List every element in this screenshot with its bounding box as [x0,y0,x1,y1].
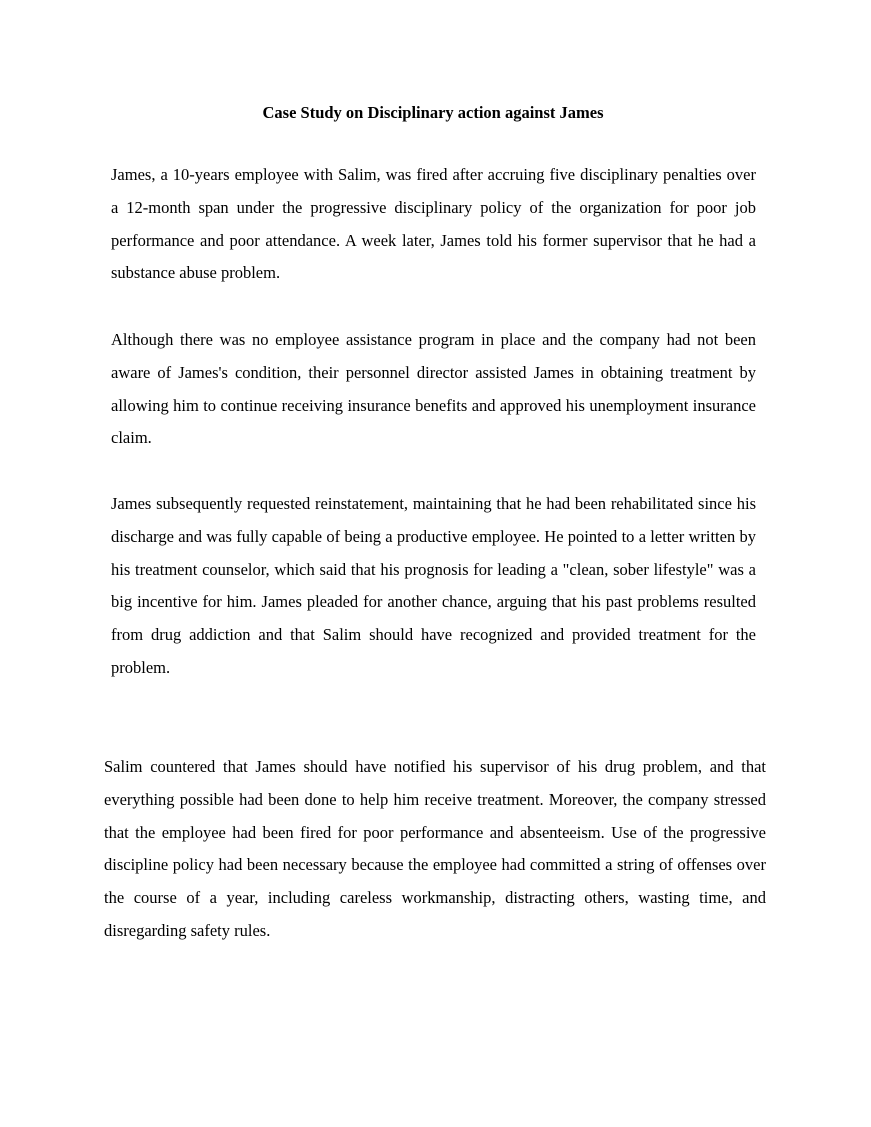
paragraph-4: Salim countered that James should have notified his supervisor of his drug problem, and that everything possible had been done to help him receive treatment. Moreover, the company stressed that the employee had been fired for poor performance and absenteeism. Use of the progressive discipline policy had been necessary because the employee had committed a string of offenses over the course of a year, including careless workmanship, distracting others, wasting time, and disregarding safety rules. [104,757,766,940]
paragraph-3: James subsequently requested reinstatement, maintaining that he had been rehabilitated since his discharge and was fully capable of being a productive employee. He pointed to a letter written by his treatment counselor, which said that his prognosis for leading a "clean, sober lifestyle" was a big incentive for him. James pleaded for another chance, arguing that his past problems resulted from drug addiction and that Salim should have recognized and provided treatment for the problem. [111,494,756,677]
document-title: Case Study on Disciplinary action against James [262,103,604,122]
paragraph-2: Although there was no employee assistance program in place and the company had not been aware of James's condition, their personnel director assisted James in obtaining treatment by allowing him to continue receiving insurance benefits and approved his unemployment insurance claim. [111,330,756,448]
paragraph-1: James, a 10-years employee with Salim, was fired after accruing five disciplinary penalties over a 12-month span under the progressive disciplinary policy of the organization for poor job performance and poor attendance. A week later, James told his former supervisor that he had a substance abuse problem. [111,165,756,283]
